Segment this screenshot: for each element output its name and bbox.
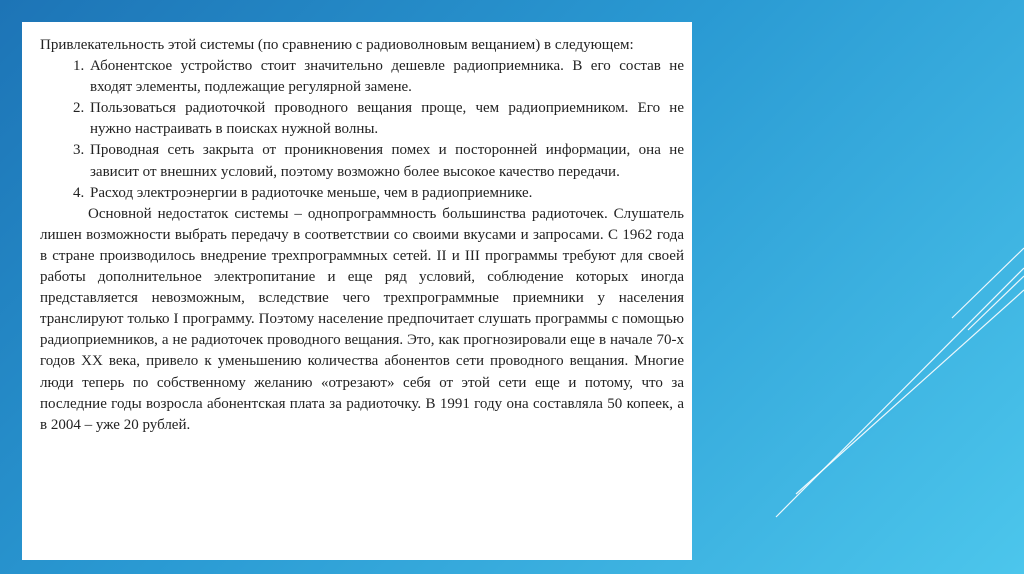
decor-line — [952, 248, 1024, 318]
slide-text — [40, 35, 684, 436]
text-panel — [22, 22, 692, 560]
decor-line — [968, 276, 1024, 330]
list-item: 1. Абонентское устройство стоит значительно дешевле радиоприемника. В его состав не входят элементы, подлежащие регулярной замене. — [88, 56, 684, 98]
decor-line — [776, 268, 1024, 517]
list-item: 4. Расход электроэнергии в радиоточке меньше, чем в радиоприемнике. — [88, 183, 684, 204]
decor-line — [796, 290, 1024, 494]
intro-text: Привлекательность этой системы (по сравнению с радиоволновым вещанием) в следующем: — [40, 37, 634, 53]
list-item: 2. Пользоваться радиоточкой проводного вещания проще, чем радиоприемником. Его не нужно настраивать в поисках нужной волны. — [88, 98, 684, 140]
advantages-list — [40, 56, 684, 204]
list-item: 3. Проводная сеть закрыта от проникновения помех и посторонней информации, она не зависит от внешних условий, поэтому возможно более высокое качество передачи. — [88, 140, 684, 182]
body-paragraph: Основной недостаток системы – однопрограммность большинства радиоточек. Слушатель лишен возможности выбрать передачу в соответствии со своими вкусами и запросами. С 1962 года в стране производилось внедрение трехпрограммных сетей. II и III программы требуют для своей работы дополнительное электропитание и еще ряд условий, соблюдение которых иногда представляется невозможным, вследствие чего трехпрограммные приемники у населения транслируют только I программу. Поэтому население предпочитает слушать программы с помощью радиоприемников, а не радиоточек проводного вещания. Это, как прогнозировали еще в начале 70-х годов XX века, привело к уменьшению количества абонентов сети проводного вещания. Многие люди теперь по собственному желанию «отрезают» себя от этой сети еще и потому, что за последние годы возросла абонентская плата за радиоточку. В 1991 году она составляла 50 копеек, а в 2004 – уже 20 рублей. — [40, 205, 684, 433]
